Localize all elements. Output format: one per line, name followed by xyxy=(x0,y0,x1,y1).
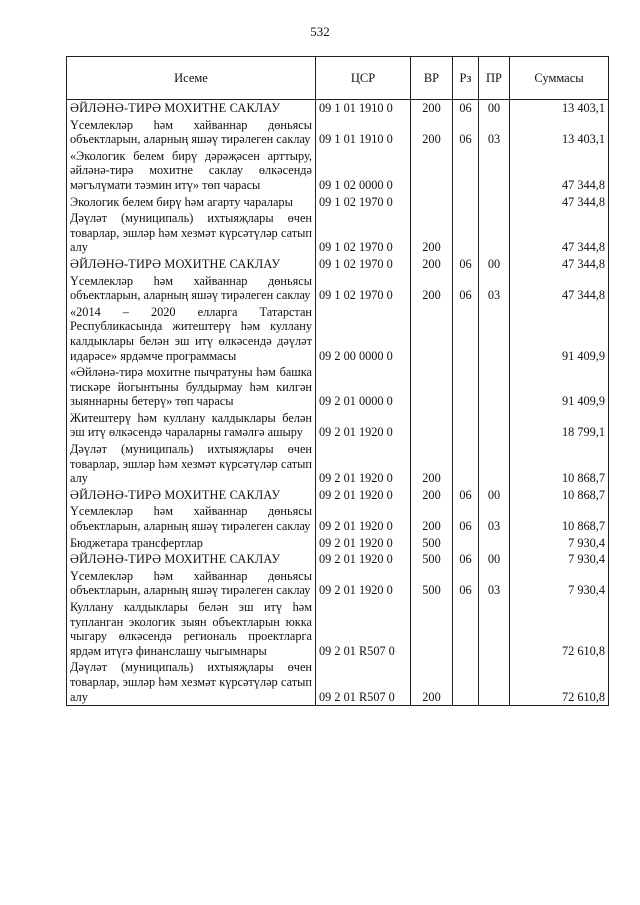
table-row xyxy=(67,210,609,256)
row-sum: 10 868,7 xyxy=(510,503,609,534)
row-rz xyxy=(453,194,479,211)
row-rz: 06 xyxy=(453,487,479,504)
row-name: «2014 – 2020 елларга Татарстан Республикасында житештерү һәм куллану калдыклары белән эш итү өлкәсендә дәүләт идарәсе» ярдәмче программасы xyxy=(67,304,316,364)
row-rz: 06 xyxy=(453,117,479,148)
row-rz: 06 xyxy=(453,256,479,273)
row-sum: 47 344,8 xyxy=(510,273,609,304)
row-vr: 500 xyxy=(411,535,453,552)
table-row xyxy=(67,599,609,659)
table-row xyxy=(67,304,609,364)
row-sum: 91 409,9 xyxy=(510,364,609,410)
table-row xyxy=(67,659,609,705)
table-row xyxy=(67,487,609,504)
row-vr: 200 xyxy=(411,659,453,705)
row-vr: 200 xyxy=(411,210,453,256)
row-name: Экологик белем бирү һәм агарту чаралары xyxy=(67,194,316,211)
row-vr xyxy=(411,304,453,364)
row-sum: 7 930,4 xyxy=(510,551,609,568)
row-csr: 09 1 02 1970 0 xyxy=(316,273,411,304)
row-name: Дәүләт (муниципаль) ихтыяҗлары өчен товарлар, эшләр һәм хезмәт күрсәтүләр сатып алу xyxy=(67,659,316,705)
row-pr xyxy=(479,304,510,364)
row-pr: 00 xyxy=(479,551,510,568)
row-pr: 03 xyxy=(479,568,510,599)
table-row xyxy=(67,503,609,534)
table-row xyxy=(67,441,609,487)
row-vr: 200 xyxy=(411,487,453,504)
table-row xyxy=(67,410,609,441)
row-name: Үсемлекләр һәм хайваннар дөньясы объектларын, аларның яшәү тирәлеген саклау xyxy=(67,503,316,534)
row-sum: 13 403,1 xyxy=(510,117,609,148)
row-name: ӘЙЛӘНӘ-ТИРӘ МОХИТНЕ САКЛАУ xyxy=(67,551,316,568)
table-row xyxy=(67,256,609,273)
row-sum: 18 799,1 xyxy=(510,410,609,441)
header-rz: Рз xyxy=(453,57,479,100)
row-pr xyxy=(479,535,510,552)
row-rz: 06 xyxy=(453,100,479,117)
row-vr: 200 xyxy=(411,503,453,534)
row-pr xyxy=(479,441,510,487)
table-row xyxy=(67,100,609,117)
row-name: ӘЙЛӘНӘ-ТИРӘ МОХИТНЕ САКЛАУ xyxy=(67,100,316,117)
row-name: «Әйләнә-тирә мохитне пычратуны һәм башка тискәре йогынтыны булдырмау һәм килгән зыяннарны бетерү» төп чарасы xyxy=(67,364,316,410)
row-csr: 09 1 01 1910 0 xyxy=(316,100,411,117)
row-vr: 200 xyxy=(411,441,453,487)
row-rz xyxy=(453,304,479,364)
row-sum: 7 930,4 xyxy=(510,568,609,599)
row-vr: 500 xyxy=(411,568,453,599)
row-name: Үсемлекләр һәм хайваннар дөньясы объектларын, аларның яшәү тирәлеген саклау xyxy=(67,568,316,599)
row-name: ӘЙЛӘНӘ-ТИРӘ МОХИТНЕ САКЛАУ xyxy=(67,256,316,273)
row-name: Бюджетара трансфертлар xyxy=(67,535,316,552)
row-csr: 09 2 01 1920 0 xyxy=(316,487,411,504)
budget-table xyxy=(66,56,609,706)
row-vr: 500 xyxy=(411,551,453,568)
row-csr: 09 2 01 1920 0 xyxy=(316,503,411,534)
row-name: Дәүләт (муниципаль) ихтыяҗлары өчен товарлар, эшләр һәм хезмәт күрсәтүләр сатып алу xyxy=(67,441,316,487)
row-sum: 72 610,8 xyxy=(510,599,609,659)
row-pr xyxy=(479,210,510,256)
row-rz xyxy=(453,441,479,487)
row-sum: 72 610,8 xyxy=(510,659,609,705)
row-rz xyxy=(453,599,479,659)
row-sum: 7 930,4 xyxy=(510,535,609,552)
row-vr: 200 xyxy=(411,273,453,304)
table-row xyxy=(67,535,609,552)
row-csr: 09 1 02 1970 0 xyxy=(316,256,411,273)
row-csr: 09 2 01 1920 0 xyxy=(316,410,411,441)
table-row xyxy=(67,148,609,194)
row-vr: 200 xyxy=(411,256,453,273)
row-rz xyxy=(453,210,479,256)
row-csr: 09 2 01 1920 0 xyxy=(316,551,411,568)
row-pr xyxy=(479,410,510,441)
row-sum: 10 868,7 xyxy=(510,441,609,487)
row-rz: 06 xyxy=(453,503,479,534)
row-csr: 09 1 02 1970 0 xyxy=(316,210,411,256)
row-pr xyxy=(479,364,510,410)
row-name: ӘЙЛӘНӘ-ТИРӘ МОХИТНЕ САКЛАУ xyxy=(67,487,316,504)
row-sum: 47 344,8 xyxy=(510,194,609,211)
row-pr xyxy=(479,194,510,211)
row-pr: 00 xyxy=(479,100,510,117)
table-row xyxy=(67,194,609,211)
row-pr xyxy=(479,659,510,705)
header-vr: ВР xyxy=(411,57,453,100)
row-vr: 200 xyxy=(411,100,453,117)
row-vr xyxy=(411,148,453,194)
row-vr xyxy=(411,194,453,211)
row-csr: 09 1 02 1970 0 xyxy=(316,194,411,211)
row-rz xyxy=(453,410,479,441)
row-vr xyxy=(411,599,453,659)
row-sum: 47 344,8 xyxy=(510,148,609,194)
header-pr: ПР xyxy=(479,57,510,100)
header-sum: Суммасы xyxy=(510,57,609,100)
table-header-row xyxy=(67,57,609,100)
row-name: Житештерү һәм куллану калдыклары белән эш итү өлкәсендә чараларны гамәлгә ашыру xyxy=(67,410,316,441)
row-name: Дәүләт (муниципаль) ихтыяҗлары өчен товарлар, эшләр һәм хезмәт күрсәтүләр сатып алу xyxy=(67,210,316,256)
row-csr: 09 1 01 1910 0 xyxy=(316,117,411,148)
row-pr: 03 xyxy=(479,117,510,148)
row-csr: 09 2 01 1920 0 xyxy=(316,441,411,487)
row-csr: 09 2 01 R507 0 xyxy=(316,599,411,659)
table-row xyxy=(67,568,609,599)
row-sum: 13 403,1 xyxy=(510,100,609,117)
row-pr: 03 xyxy=(479,273,510,304)
row-vr: 200 xyxy=(411,117,453,148)
row-pr: 00 xyxy=(479,487,510,504)
row-rz: 06 xyxy=(453,551,479,568)
row-name: Үсемлекләр һәм хайваннар дөньясы объектларын, аларның яшәү тирәлеген саклау xyxy=(67,117,316,148)
table-row xyxy=(67,117,609,148)
row-name: «Экологик белем бирү дәрәҗәсен арттыру, әйләнә-тирә мохитне саклау өлкәсендә мәгълүмати тәэмин итү» төп чарасы xyxy=(67,148,316,194)
row-pr: 03 xyxy=(479,503,510,534)
table-row xyxy=(67,273,609,304)
row-csr: 09 2 00 0000 0 xyxy=(316,304,411,364)
row-csr: 09 2 01 R507 0 xyxy=(316,659,411,705)
row-rz xyxy=(453,148,479,194)
row-csr: 09 2 01 0000 0 xyxy=(316,364,411,410)
table-row xyxy=(67,364,609,410)
row-vr xyxy=(411,410,453,441)
row-sum: 10 868,7 xyxy=(510,487,609,504)
row-name: Үсемлекләр һәм хайваннар дөньясы объектларын, аларның яшәү тирәлеген саклау xyxy=(67,273,316,304)
row-vr xyxy=(411,364,453,410)
row-rz xyxy=(453,659,479,705)
row-name: Куллану калдыклары белән эш итү һәм тупланган экологик зыян объектларын юкка чыгару өлкәсендә региональ проектларга ярдәм итүгә финанслашу чыгымнары xyxy=(67,599,316,659)
row-rz: 06 xyxy=(453,273,479,304)
row-csr: 09 2 01 1920 0 xyxy=(316,535,411,552)
row-pr: 00 xyxy=(479,256,510,273)
row-rz: 06 xyxy=(453,568,479,599)
row-pr xyxy=(479,599,510,659)
row-rz xyxy=(453,364,479,410)
header-csr: ЦСР xyxy=(316,57,411,100)
row-sum: 91 409,9 xyxy=(510,304,609,364)
row-csr: 09 1 02 0000 0 xyxy=(316,148,411,194)
row-rz xyxy=(453,535,479,552)
row-sum: 47 344,8 xyxy=(510,256,609,273)
page-number: 532 xyxy=(310,24,330,39)
header-name: Исеме xyxy=(67,57,316,100)
row-pr xyxy=(479,148,510,194)
row-sum: 47 344,8 xyxy=(510,210,609,256)
table-row xyxy=(67,551,609,568)
row-csr: 09 2 01 1920 0 xyxy=(316,568,411,599)
